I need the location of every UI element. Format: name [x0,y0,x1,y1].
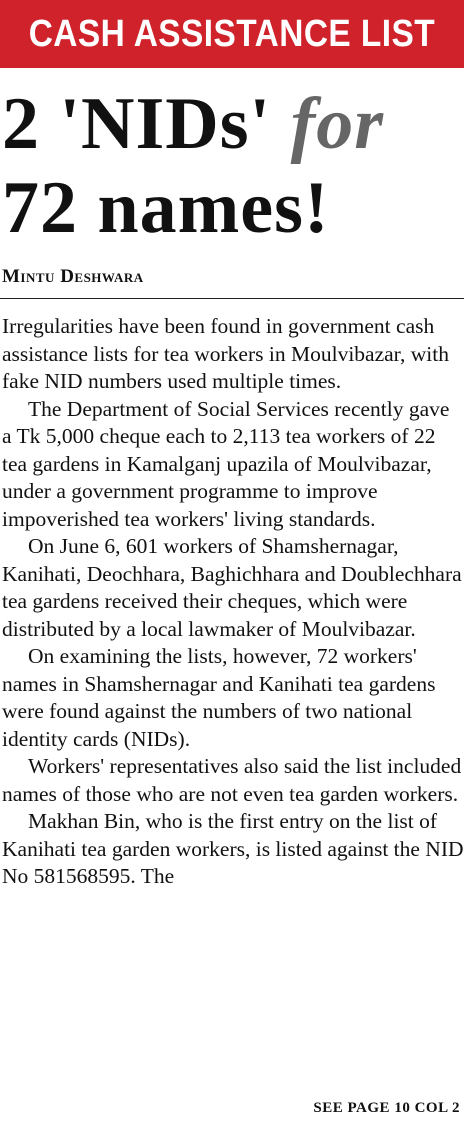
paragraph: The Department of Social Services recently gave a Tk 5,000 cheque each to 2,113 tea workers of 22 tea gardens in Kamalganj upazila of Moulvibazar, under a government programme to improve impoverished tea workers' living standards. [2,396,450,531]
kicker-label: CASH ASSISTANCE LIST [28,12,436,55]
paragraph: Workers' representatives also said the list included names of those who are not even tea garden workers. [2,754,462,806]
paragraph: On June 6, 601 workers of Shamshernagar, Kanihati, Deochhara, Baghichhara and Doublechhara tea gardens received their cheques, which were distributed by a local lawmaker of Moulvibazar. [2,534,462,641]
kicker-banner [0,0,464,68]
byline: Mintu Deshwara [2,266,144,287]
headline-emphasis: for [290,83,385,165]
headline-part-1: 2 'NIDs' [2,83,272,165]
headline [2,82,462,250]
continued-jump-line: SEE PAGE 10 COL 2 [313,1100,460,1116]
divider-rule [0,298,464,299]
paragraph: Irregularities have been found in government cash assistance lists for tea workers in Moulvibazar, with fake NID numbers used multiple times. [2,314,449,393]
paragraph: On examining the lists, however, 72 workers' names in Shamshernagar and Kanihati tea gardens were found against the numbers of two national identity cards (NIDs). [2,644,436,751]
headline-part-2: 72 names! [2,167,330,249]
article-body [2,313,464,891]
paragraph: Makhan Bin, who is the first entry on the list of Kanihati tea garden workers, is listed against the NID No 581568595. The [2,809,464,888]
